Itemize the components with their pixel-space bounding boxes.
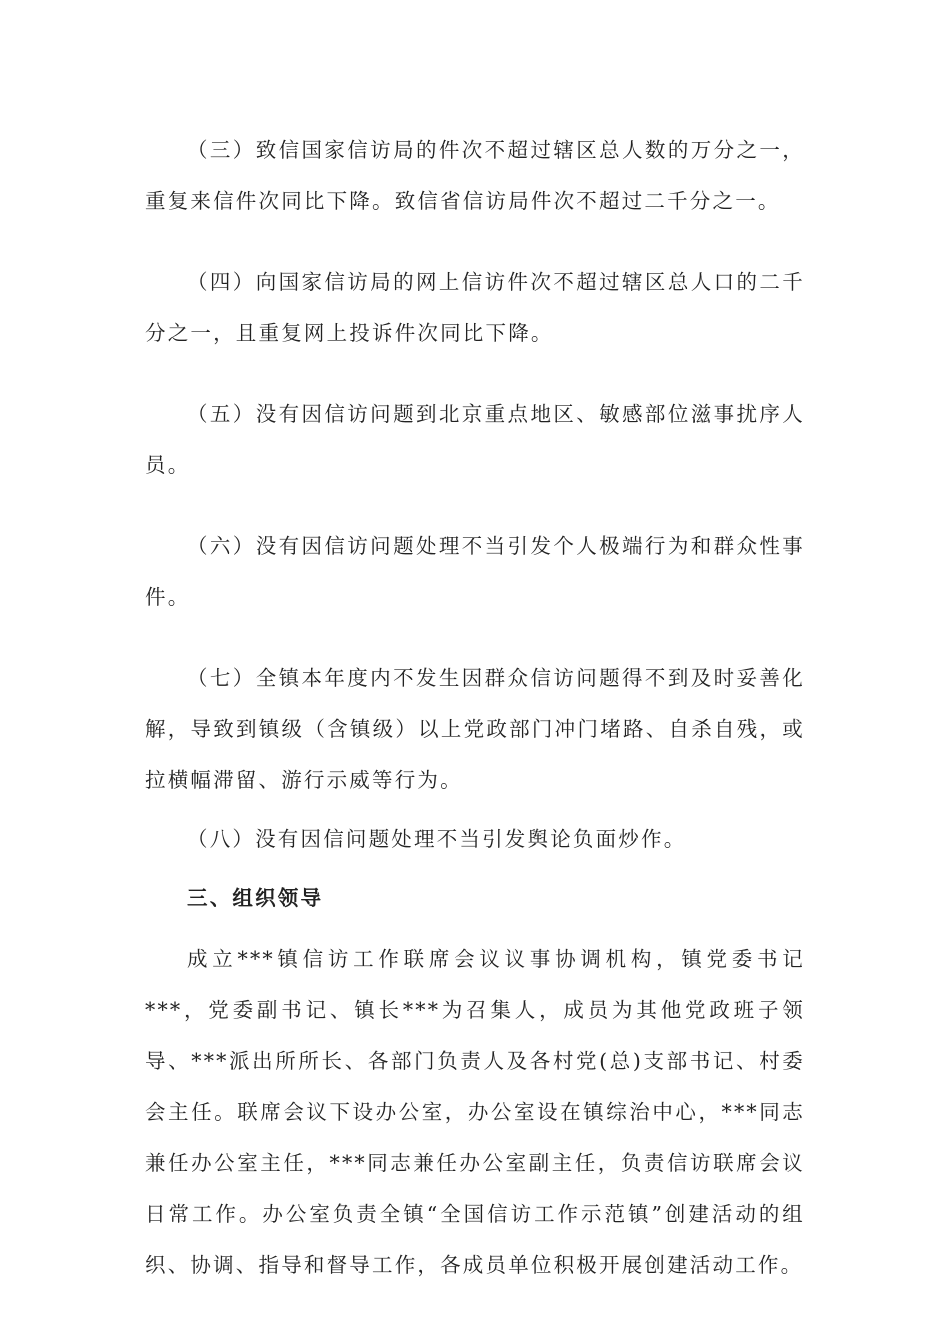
paragraph-item-4: （四）向国家信访局的网上信访件次不超过辖区总人口的二千分之一，且重复网上投诉件次同比下降。 bbox=[145, 270, 805, 345]
section-body: 成立***镇信访工作联席会议议事协调机构，镇党委书记***，党委副书记、镇长***为召集人，成员为其他党政班子领导、***派出所所长、各部门负责人及各村党(总)支部书记、村委会主任。联席会议下设办公室，办公室设在镇综治中心，***同志兼任办公室主任，***同志兼任办公室副主任，负责信访联席会议日常工作。办公室负责全镇“全国信访工作示范镇”创建活动的组织、协调、指导和督导工作，各成员单位积极开展创建活动工作。 bbox=[145, 947, 805, 1277]
document-page bbox=[145, 125, 805, 1321]
paragraph-item-5: （五）没有因信访问题到北京重点地区、敏感部位滋事扰序人员。 bbox=[145, 402, 805, 477]
paragraph-item-7: （七）全镇本年度内不发生因群众信访问题得不到及时妥善化解，导致到镇级（含镇级）以上党政部门冲门堵路、自杀自残，或拉横幅滞留、游行示威等行为。 bbox=[145, 666, 805, 792]
section-heading: 三、组织领导 bbox=[187, 886, 324, 910]
paragraph-item-6: （六）没有因信访问题处理不当引发个人极端行为和群众性事件。 bbox=[145, 534, 805, 609]
paragraph-item-8: （八）没有因信问题处理不当引发舆论负面炒作。 bbox=[187, 827, 687, 851]
paragraph-item-3: （三）致信国家信访局的件次不超过辖区总人数的万分之一，重复来信件次同比下降。致信省信访局件次不超过二千分之一。 bbox=[145, 138, 805, 213]
